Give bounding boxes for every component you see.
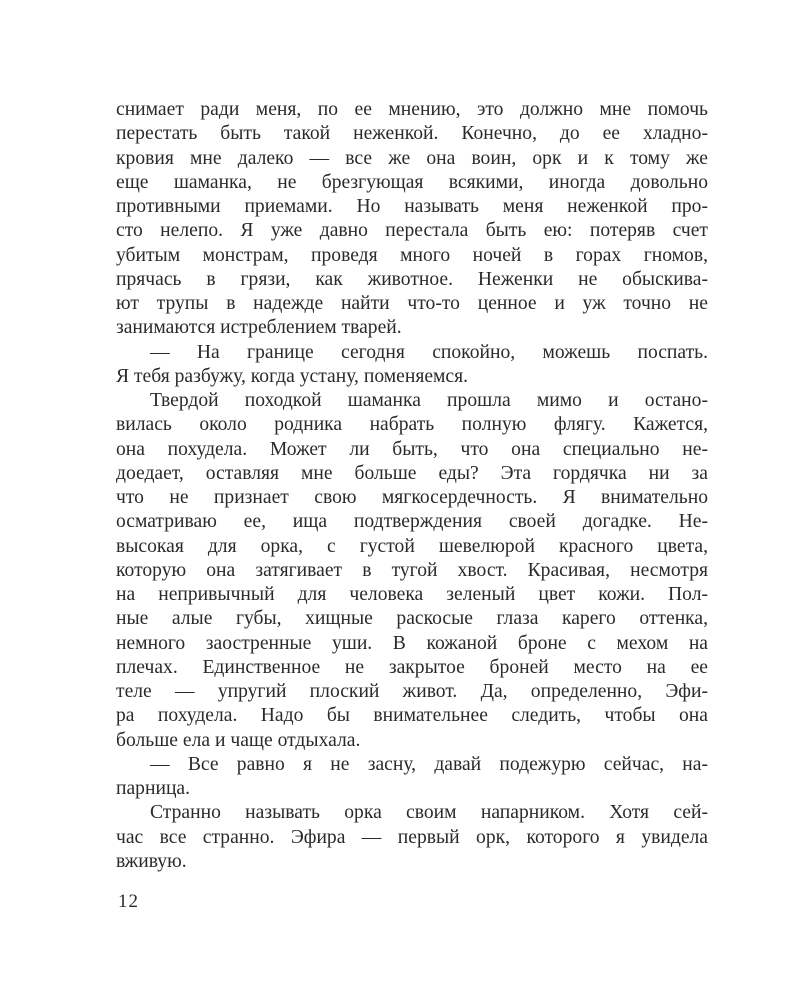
text-line: вилась около родника набрать полную флягу. Кажется,: [116, 414, 708, 436]
text-line: она похудела. Может ли быть, что она специально не-: [116, 438, 708, 460]
text-line: снимает ради меня, по ее мнению, это должно мне помочь: [116, 99, 708, 120]
text-line: ют трупы в надежде найти что-то ценное и уж точно не: [116, 293, 708, 314]
page-number: 12: [118, 891, 139, 912]
text-line: убитым монстрам, проведя много ночей в горах гномов,: [116, 244, 708, 266]
text-line: высокая для орка, с густой шевелюрой красного цвета,: [116, 535, 708, 557]
text-line: занимаются истреблением тварей.: [116, 317, 402, 339]
paragraph-start-line: Твердой походкой шаманка прошла мимо и остано-: [150, 390, 708, 411]
text-line: прячась в грязи, как животное. Неженки не обыскива-: [116, 268, 708, 290]
text-line: на непривычный для человека зеленый цвет кожи. Пол-: [116, 584, 708, 605]
text-line: осматриваю ее, ища подтверждения своей догадке. Не-: [116, 511, 708, 533]
page-body-text: [116, 98, 708, 874]
text-line: вживую.: [116, 850, 187, 872]
dialogue-line: — Все равно я не засну, давай подежурю сейчас, на-: [150, 753, 708, 775]
text-line: доедает, оставляя мне больше еды? Эта гордячка ни за: [116, 462, 708, 484]
text-line: парница.: [116, 778, 191, 799]
text-line: больше ела и чаще отдыхала.: [116, 729, 361, 751]
text-line: ра похудела. Надо бы внимательнее следить, чтобы она: [116, 705, 708, 727]
text-line: ные алые губы, хищные раскосые глаза карего оттенка,: [116, 608, 708, 630]
text-line: немного заостренные уши. В кожаной броне с мехом на: [116, 632, 708, 654]
text-line: Я тебя разбужу, когда устану, поменяемся.: [116, 365, 469, 387]
text-line: противными приемами. Но называть меня неженкой про-: [116, 196, 708, 217]
text-line: плечах. Единственное не закрытое броней место на ее: [116, 656, 708, 678]
dialogue-line: — На границе сегодня спокойно, можешь поспать.: [150, 341, 708, 363]
text-line: перестать быть такой неженкой. Конечно, до ее хладно-: [116, 123, 708, 145]
text-line: теле — упругий плоский живот. Да, определенно, Эфи-: [116, 681, 708, 702]
text-line: сто нелепо. Я уже давно перестала быть ею: потеряв счет: [116, 220, 708, 242]
paragraph-start-line: Странно называть орка своим напарником. Хотя сей-: [150, 802, 708, 824]
text-line: еще шаманка, не брезгующая всякими, иногда довольно: [116, 171, 708, 193]
text-line: которую она затягивает в тугой хвост. Красивая, несмотря: [116, 559, 708, 581]
text-line: кровия мне далеко — все же она воин, орк и к тому же: [116, 147, 708, 169]
text-line: час все странно. Эфира — первый орк, которого я увидела: [116, 826, 708, 848]
text-line: что не признает свою мягкосердечность. Я внимательно: [116, 487, 708, 508]
